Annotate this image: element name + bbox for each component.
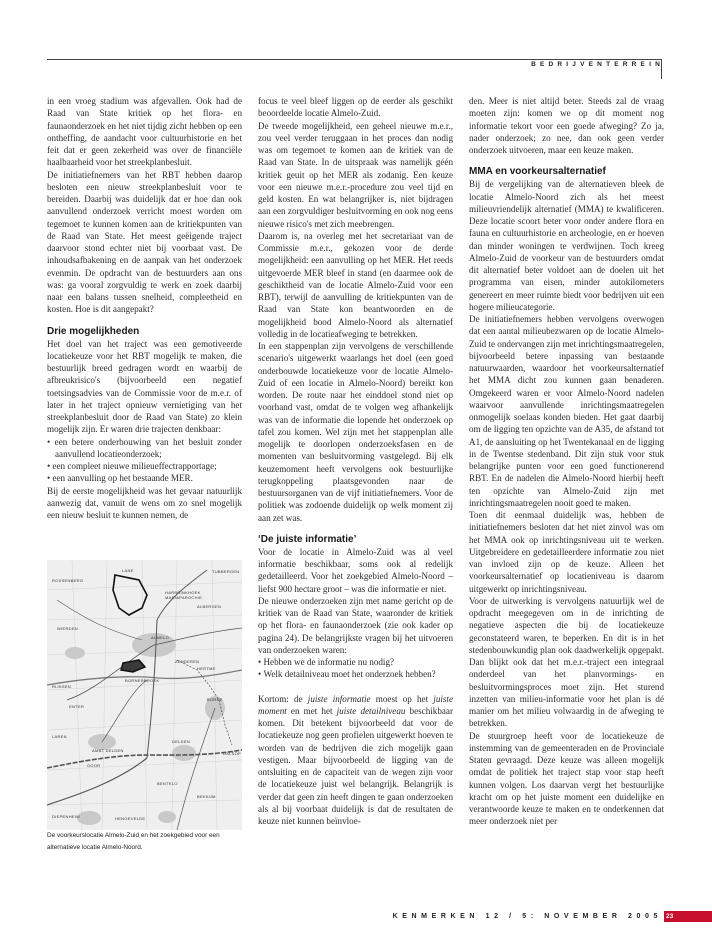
- location-map: [47, 560, 242, 830]
- bullet-list: [258, 656, 453, 681]
- list-item: • een compleet nieuwe milieueffectrapportage;: [47, 460, 242, 472]
- list-item: • een aanvulling op het bestaande MER.: [47, 472, 242, 484]
- text-run: en met het: [286, 705, 337, 716]
- svg-text:TUBBERGEN: TUBBERGEN: [212, 569, 240, 574]
- svg-text:BORNERBROEK: BORNERBROEK: [125, 678, 160, 683]
- bullet-list: [47, 436, 242, 485]
- paragraph: Voor de uitwerking is vervolgens natuurlijk wel de opdracht meegegeven om in de inrichting de negatieve aspecten die bij de locatiekeuze geconstateerd waren, te beperken. En dit is in het stedenbouwkundig plan ook daadwerkelijk opgepakt. Dan blijkt ook dat het m.e.r.-traject een integraal onderdeel van het planvormings- en besluitvormingsproces moet zijn. Het sturend inzetten van milieu-informatie voor het plan is dé manier om het milieu volwaardig in de afweging te betrekken.: [469, 595, 664, 729]
- paragraph: Bij de vergelijking van de alternatieven bleek de locatie Almelo-Noord zich als het meest milieuvriendelijk alternatief (MMA) te kwalificeren. Deze locatie scoort beter voor onder andere flora en fauna en cultuurhistorie en archeologie, en er hoeven dan minder woningen te verdwijnen. Toch kreeg Almelo-Zuid de voorkeur van de bestuurders omdat dit alternatief beter voldoet aan de doelen uit het programma van eisen, minder autokilometers genereert en meer ruimte biedt voor bedrijven uit een hogere milieucategorie.: [469, 179, 664, 312]
- paragraph: focus te veel bleef liggen op de eerder als geschikt beoordeelde locatie Almelo-Zuid.: [258, 96, 453, 119]
- map-caption: De voorkeurslocatie Almelo-Zuid en het zoekgebied voor een alternatieve locatie Almelo-Noord.: [47, 832, 220, 851]
- list-item: • een betere onderbouwing van het besluit zonder aanvullend locatieonderzoek;: [47, 436, 242, 461]
- paragraph: in een vroeg stadium was afgevallen. Ook had de Raad van State kritiek op het flora- en faunaonderzoek en het niet tijdig zicht hebben op een ontheffing, de aandacht voor cultuurhistorie en het feit dat er geen zekerheid was over de financiële haalbaarheid voor het streekplanbesluit.: [47, 96, 242, 168]
- emphasis: juiste moment: [258, 693, 453, 716]
- text-run: Kortom: de: [258, 693, 308, 704]
- column-3: [469, 95, 664, 828]
- emphasis: juiste detailniveau: [336, 705, 406, 716]
- svg-text:LANE: LANE: [122, 568, 134, 573]
- svg-text:DIEPENHEIM: DIEPENHEIM: [52, 814, 80, 819]
- svg-text:HARBRINKHOEK: HARBRINKHOEK: [165, 590, 201, 595]
- svg-text:DALSOP: DALSOP: [223, 751, 242, 756]
- page-number: 23: [664, 911, 712, 922]
- text-run: beschikbaar komen. Dit betekent bijvoorbeeld dat voor de locatiekeuze nog geen profielen uitgewerkt hoeven te worden van de bedrijven die zich mogelijk gaan vestigen. Maar bijvoorbeeld de ligging van de ontsluiting en de capaciteit van de wegen zijn voor de locatiekeuze juist wel belangrijk. Belangrijk is verder dat geen zin heeft dingen te gaan onderzoeken als al bij voorbaat duidelijk is dat de resultaten de keuze niet kunnen beïnvloe-: [258, 705, 453, 826]
- emphasis: juiste informatie: [307, 693, 371, 704]
- footer-issue: KENMERKEN 12 / 5: NOVEMBER 2005: [392, 913, 662, 920]
- section-heading: MMA en voorkeursalternatief: [469, 166, 606, 178]
- section-heading: ‘De juiste informatie’: [258, 533, 357, 545]
- svg-text:GOOR: GOOR: [87, 763, 101, 768]
- svg-text:DELDEN: DELDEN: [172, 739, 191, 744]
- svg-text:ROSSENBERG: ROSSENBERG: [52, 578, 84, 583]
- svg-text:ALBERGEN: ALBERGEN: [197, 604, 222, 609]
- paragraph: [258, 693, 453, 828]
- svg-text:BORNE: BORNE: [207, 697, 223, 702]
- header-rule: [47, 59, 661, 60]
- section-label: BEDRIJVENTERREIN: [531, 61, 664, 68]
- svg-text:RIJSSEN: RIJSSEN: [52, 684, 71, 689]
- paragraph: In een stappenplan zijn vervolgens de verschillende scenario's uitgewerkt waarlangs het doel (een goed onderbouwde locatiekeuze voor de locatie Almelo-Zuid of een locatie in Almelo-Noord) bereikt kon worden. De route naar het einddoel stond niet op voorhand vast, omdat de te volgen weg afhankelijk was van de informatie die lopende het onderzoek op tafel zou komen. Wel zijn met het stappenplan alle mogelijk te doorlopen onderzoeksfasen en de momenten van besluitvorming vastgelegd. Bij elk keuzemoment heeft vervolgens ook bestuurlijke terugkoppeling plaatsgevonden naar de bestuursorganen van de vijf initiatiefnemers. Voor de politiek was zodoende duidelijk op welk moment zij aan zet was.: [258, 341, 453, 523]
- svg-text:ZENDEREN: ZENDEREN: [175, 659, 200, 664]
- map-graphic: [47, 560, 242, 830]
- list-item: • Welk detailniveau moet het onderzoek hebben?: [258, 668, 453, 680]
- paragraph: Het doel van het traject was een gemotiveerde locatiekeuze voor het RBT mogelijk te maken, die bestuurlijk breed gedragen wordt en waarbij de afbreukrisico's (bijvoorbeeld een negatief toetsingsadvies van de Commissie voor de m.e.r. of later in het traject opnieuw vernietiging van het streekplanbesluit door de Raad van State) zo klein mogelijk zijn. Er waren drie trajecten denkbaar:: [47, 338, 242, 435]
- svg-text:WIERDEN: WIERDEN: [57, 626, 78, 631]
- svg-text:BENTELO: BENTELO: [157, 781, 178, 786]
- paragraph: Bij de eerste mogelijkheid was het gevaar natuurlijk aanwezig dat, vanuit de wens om zo snel mogelijk een nieuw besluit te kunnen nemen, de: [47, 485, 242, 520]
- text-run: moest op het: [370, 693, 434, 704]
- list-item: • Hebben we de informatie nu nodig?: [258, 656, 453, 668]
- paragraph: De initiatiefnemers van het RBT hebben daarop besloten een nieuw streekplanbesluit voor te bereiden. Daarbij was duidelijk dat er hoe dan ook aanvullend onderzoek verricht moest worden om tegemoet te kunnen komen aan de kritiekpunten van de Raad van State. Het meest geëigende traject daarvoor stond echter niet bij voorbaat vast. De inhoudsafbakening en de aanpak van het onderzoek evenmin. De opdracht van de bestuurders aan ons was: ga vooral zorgvuldig te werk en zoek daarbij naar een balans tussen snelheid, compleetheid en kosten. Hoe is dit aangepakt?: [47, 169, 242, 315]
- svg-text:HENGEVELDE: HENGEVELDE: [115, 816, 146, 821]
- column-1: [47, 95, 242, 521]
- paragraph: De tweede mogelijkheid, een geheel nieuwe m.e.r., zou veel verder teruggaan in het proces dan nodig was om tegemoet te komen aan de kritiek van de Raad van State. In de uitspraak was namelijk géén kritiek geuit op het MER als zodanig. Een keuze voor een nieuwe m.e.r.-procedure zou veel tijd en geld kosten. En wat belangrijker is, niet bijdragen aan een zorgvuldiger besluitvorming en ook nog eens nieuwe risico's met zich meebrengen.: [258, 120, 453, 229]
- svg-text:AMBT DELDEN: AMBT DELDEN: [92, 748, 124, 753]
- paragraph: Daarom is, na overleg met het secretariaat van de Commissie m.e.r., gekozen voor de derde mogelijkheid: een aanvulling op het MER. Het reeds uitgevoerde MER bleef in stand (en daarmee ook de geschiktheid van de locatie Almelo-Zuid voor een RBT), terwijl de aanvulling de kritiekpunten van de Raad van State kon beantwoorden en de mogelijkheid bood Almelo-Noord als alternatief volledig in de locatieafweging te betrekken.: [258, 230, 453, 339]
- paragraph: De nieuwe onderzoeken zijn met name gericht op de kritiek van de Raad van State, waaronder de kritiek op het flora- en faunaonderzoek (zie ook kader op pagina 24). De belangrijkste vragen bij het uitvoeren van onderzoeken waren:: [258, 595, 453, 655]
- svg-text:ALMELO: ALMELO: [151, 635, 170, 640]
- svg-text:HERTME: HERTME: [197, 666, 216, 671]
- paragraph: De stuurgroep heeft voor de locatiekeuze de instemming van de gemeenteraden en de Provinciale Staten gevraagd. Deze keuze was alleen mogelijk omdat de politiek het traject stap voor stap heeft kunnen volgen. Los daarvan vergt het bestuurlijke kracht om op het juiste moment een duidelijke en verantwoorde keuze te maken en te onderkennen dat meer onderzoek niet per: [469, 730, 664, 827]
- paragraph: Toen dit eenmaal duidelijk was, hebben de initiatiefnemers besloten dat het niet zinvol was om het MMA ook op inrichtingsniveau uit te werken. Uitgebreidere en gedetailleerdere informatie zou niet van invloed zijn op de keuze. Alleen het voorkeursalternatief op locatieniveau is daarom uitgewerkt op inrichtingsniveau.: [469, 510, 664, 594]
- svg-text:BEKKUM: BEKKUM: [197, 794, 216, 799]
- svg-text:MARIAPAROCHIE: MARIAPAROCHIE: [165, 595, 203, 600]
- svg-text:LAREN: LAREN: [52, 734, 67, 739]
- svg-text:ENTER: ENTER: [69, 704, 85, 709]
- column-2: [258, 95, 453, 827]
- paragraph: Voor de locatie in Almelo-Zuid was al veel informatie beschikbaar, soms ook al redelijk gedetailleerd. Voor het zoekgebied Almelo-Noord – liefst 900 hectare groot – was die informatie er niet.: [258, 546, 453, 594]
- section-heading: Drie mogelijkheden: [47, 325, 140, 337]
- paragraph: den. Meer is niet altijd beter. Steeds zal de vraag moeten zijn: komen we op dit moment nog informatie tekort voor een goede afweging? Zo ja, nader onderzoek; zo nee, dan ook geen verder onderzoek uitvoeren, maar een keuze maken.: [469, 96, 664, 155]
- paragraph: De initiatiefnemers hebben vervolgens overwogen dat een aantal milieubezwaren op de locatie Almelo-Zuid te ondervangen zijn met inrichtingsmaatregelen, bijvoorbeeld betere inpassing van bestaande natuurwaarden, waardoor het voorkeursalternatief het MMA dicht zou kunnen gaan benaderen. Omgekeerd waren er voor Almelo-Noord nadelen waarvoor aanvullende inrichtingsmaatregelen onmogelijk soelaas konden bieden. Het gaat daarbij om de ligging ten opzichte van de A35, de afstand tot A1, de aansluiting op het Twentekanaal en de ligging in de Twentse stedenband. Dit zijn stuk voor stuk belangrijke punten voor een goed functionerend RBT. En de nadelen die Almelo-Noord hierbij heeft ten opzichte van Almelo-Zuid zijn met inrichtingsmaatregelen nooit goed te maken.: [469, 314, 664, 508]
